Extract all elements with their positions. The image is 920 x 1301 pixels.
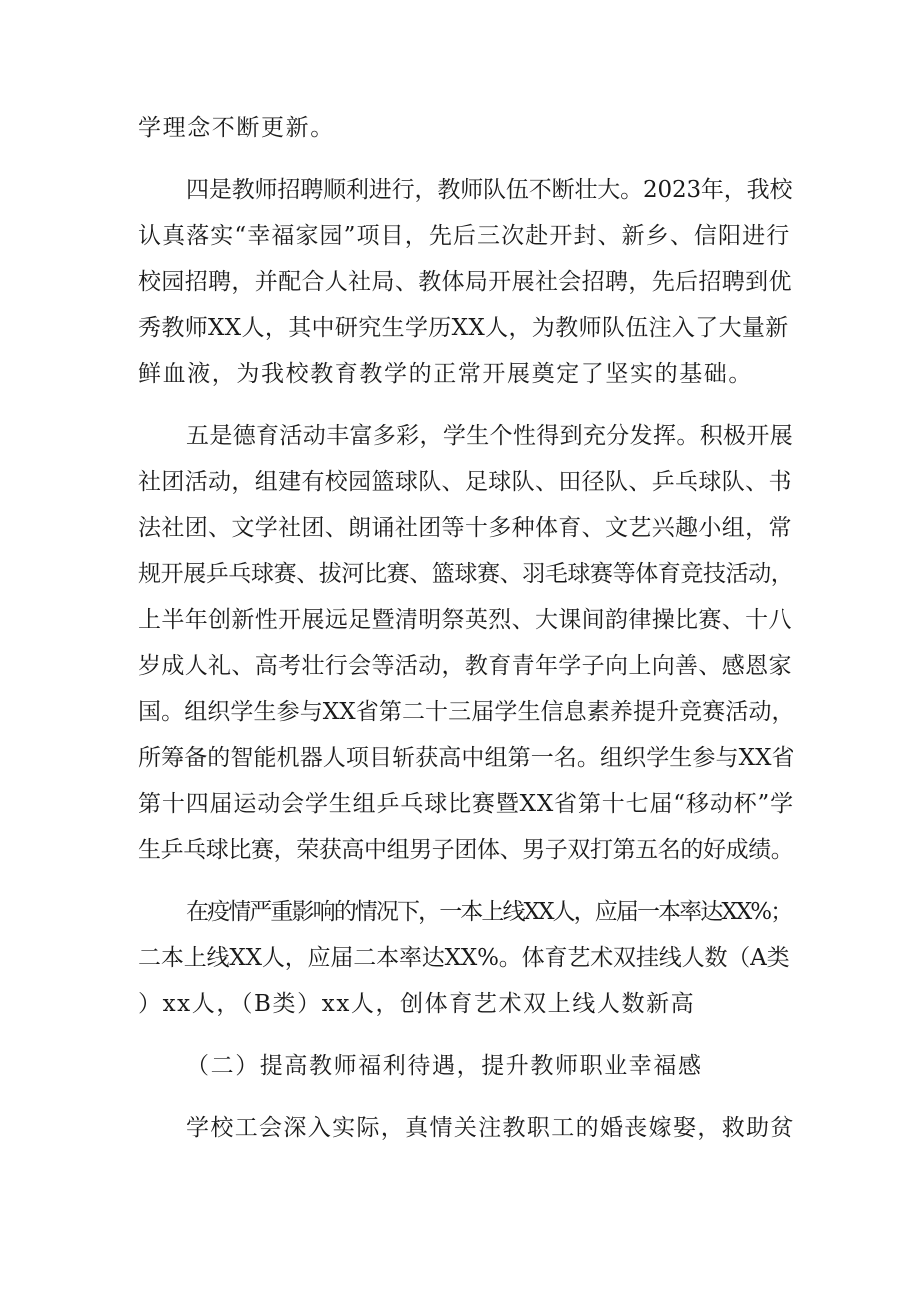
text-line: 鲜血液，为我校教育教学的正常开展奠定了坚实的基础。 bbox=[138, 361, 753, 387]
text-line: 第十四届运动会学生组乒乓球比赛暨XX省第十七届“移动杯”学 bbox=[138, 791, 794, 817]
text-line: 社团活动，组建有校园篮球队、足球队、田径队、乒乓球队、书 bbox=[138, 469, 792, 495]
text-line: 四是教师招聘顺利进行，教师队伍不断壮大。2023年，我校 bbox=[186, 177, 793, 203]
text-line: 上半年创新性开展远足暨清明祭英烈、大课间韵律操比赛、十八 bbox=[138, 607, 792, 633]
text-line: 在疫情严重影响的情况下，一本上线XX人，应届一本率达XX%； bbox=[186, 899, 792, 925]
text-line: 二本上线XX人，应届二本率达XX%。体育艺术双挂线人数（A类 bbox=[138, 945, 790, 971]
section-heading: （二）提高教师福利待遇，提升教师职业幸福感 bbox=[186, 1053, 703, 1079]
text-line: 国。组织学生参与XX省第二十三届学生信息素养提升竞赛活动， bbox=[138, 699, 795, 725]
text-line: 校园招聘，并配合人社局、教体局开展社会招聘，先后招聘到优 bbox=[138, 269, 792, 295]
text-line: 五是德育活动丰富多彩，学生个性得到充分发挥。积极开展 bbox=[186, 423, 794, 449]
text-line: 认真落实“幸福家园”项目，先后三次赴开封、新乡、信阳进行 bbox=[138, 223, 791, 249]
text-line: 秀教师XX人，其中研究生学历XX人，为教师队伍注入了大量新 bbox=[138, 315, 789, 341]
text-line: 学校工会深入实际，真情关注教职工的婚丧嫁娶，救助贫 bbox=[186, 1115, 795, 1141]
text-line: 生乒乓球比赛，荣获高中组男子团体、男子双打第五名的好成绩。 bbox=[138, 837, 794, 863]
text-line: 岁成人礼、高考壮行会等活动，教育青年学子向上向善、感恩家 bbox=[138, 653, 792, 679]
text-line: 规开展乒乓球赛、拔河比赛、篮球赛、羽毛球赛等体育竞技活动， bbox=[138, 561, 794, 587]
text-line: 学理念不断更新。 bbox=[138, 115, 335, 141]
text-line: ）xx人，（B类）xx人，创体育艺术双上线人数新高 bbox=[138, 991, 696, 1017]
text-line: 法社团、文学社团、朗诵社团等十多种体育、文艺兴趣小组，常 bbox=[138, 515, 792, 541]
text-line: 所筹备的智能机器人项目斩获高中组第一名。组织学生参与XX省 bbox=[138, 745, 795, 771]
